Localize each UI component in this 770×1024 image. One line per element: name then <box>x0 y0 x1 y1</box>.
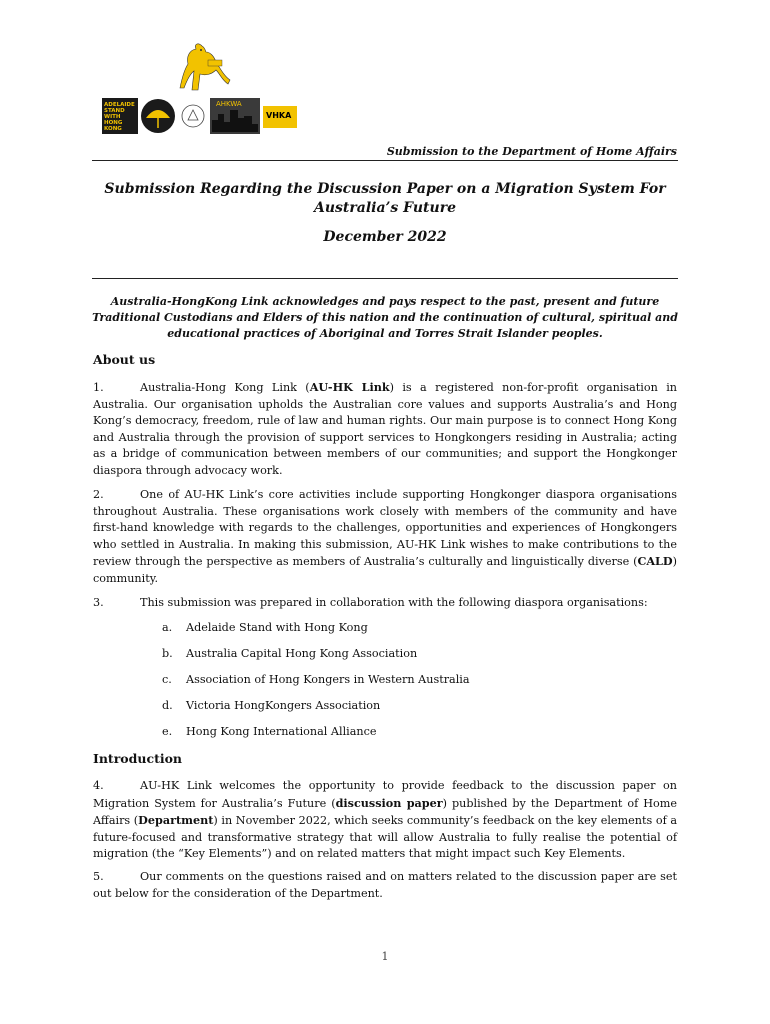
document-date: December 2022 <box>323 229 447 245</box>
organisation-name: Australia Capital Hong Kong Association <box>186 647 418 660</box>
list-letter: b. <box>162 647 173 660</box>
vhka-logo <box>263 106 297 128</box>
list-item <box>162 647 417 660</box>
paragraph-5 <box>93 869 677 902</box>
paragraph-text: Australia-Hong Kong Link ( <box>140 381 310 394</box>
paragraph-4 <box>93 778 677 863</box>
list-item <box>162 725 377 738</box>
running-header: Submission to the Department of Home Affairs <box>386 145 677 158</box>
paragraph-text: ) in November 2022, which seeks community’s feedback on the key elements of a future-focused and transformative strategy that will allow Australia to fully realise the potential of migration (the “Key Elements”) and on related matters that might impact such Key Elements. <box>93 814 678 860</box>
adelaide-logo-text: ADELAIDE STAND WITH HONG KONG <box>104 102 135 132</box>
paragraph-2 <box>93 487 677 587</box>
title-divider <box>92 278 678 279</box>
paragraph-3 <box>93 595 677 612</box>
paragraph-text: AU-HK Link welcomes the opportunity to provide feedback to the discussion paper on Migration System for Australia’s Future ( <box>93 779 677 810</box>
paragraph-text: ) community. <box>93 555 677 585</box>
paragraph-number: 1. <box>93 381 104 394</box>
list-letter: d. <box>162 699 173 712</box>
list-letter: a. <box>162 621 173 634</box>
ahkwa-text: AHKWA <box>216 100 242 108</box>
defined-term: CALD <box>637 554 673 568</box>
document-title: Submission Regarding the Discussion Paper on a Migration System For Australia’s Future <box>104 181 666 216</box>
paragraph-number: 5. <box>93 870 104 883</box>
vhka-text: VHKA <box>266 111 292 120</box>
paragraph-number: 3. <box>93 596 104 609</box>
organisation-name: Association of Hong Kongers in Western Australia <box>186 673 470 686</box>
about-us-heading: About us <box>93 352 156 367</box>
paragraph-number: 4. <box>93 779 104 792</box>
paragraph-1 <box>93 379 677 479</box>
defined-term: AU-HK Link <box>309 380 390 394</box>
au-hk-link-logo <box>172 40 232 98</box>
ahkwa-logo <box>210 98 260 134</box>
adelaide-stand-logo <box>102 98 138 134</box>
acknowledgement-of-country: Australia-HongKong Link acknowledges and pays respect to the past, present and future Traditional Custodians and Elders of this nation and the continuation of cultural, spiritual and educational practices of Aboriginal and Torres Strait Islander peoples. <box>92 295 678 340</box>
list-letter: e. <box>162 725 173 738</box>
organisation-name: Hong Kong International Alliance <box>186 725 377 738</box>
organisation-name: Adelaide Stand with Hong Kong <box>186 621 368 634</box>
paragraph-text: ) is a registered non-for-profit organisation in Australia. Our organisation upholds the Australian core values and supports Australia’s and Hong Kong’s democracy, freedom, rule of law and human rights. Our main purpose is to connect Hong Kong and Australia through the provision of support services to Hongkongers residing in Australia; acting as a bridge of communication between members of our communities; and support the Hongkonger diaspora through advocacy work. <box>93 381 677 477</box>
umbrella-logo <box>140 98 176 134</box>
circle-emblem-logo <box>180 98 206 134</box>
page-number: 1 <box>381 950 389 963</box>
defined-term: discussion paper <box>335 795 443 810</box>
paragraph-text: ) published by the Department of Home Affairs ( <box>93 796 678 827</box>
paragraph-number: 2. <box>93 488 104 501</box>
introduction-heading: Introduction <box>93 751 183 766</box>
paragraph-text: This submission was prepared in collaboration with the following diaspora organisations: <box>140 596 648 609</box>
defined-term: Department <box>138 813 214 827</box>
list-item <box>162 699 380 712</box>
header-divider <box>92 160 678 161</box>
list-item <box>162 621 368 634</box>
organisation-name: Victoria HongKongers Association <box>186 699 381 712</box>
list-letter: c. <box>162 673 172 686</box>
list-item <box>162 673 470 686</box>
paragraph-text: Our comments on the questions raised and on matters related to the discussion paper are set out below for the consideration of the Department. <box>93 870 677 900</box>
paragraph-text: One of AU-HK Link’s core activities include supporting Hongkonger diaspora organisations throughout Australia. These organisations work closely with members of the community and have first-hand knowledge with regards to the challenges, opportunities and experiences of Hongkongers who settled in Australia. In making this submission, AU-HK Link wishes to make contributions to the review through the perspective as members of Australia’s culturally and linguistically diverse ( <box>93 488 677 568</box>
